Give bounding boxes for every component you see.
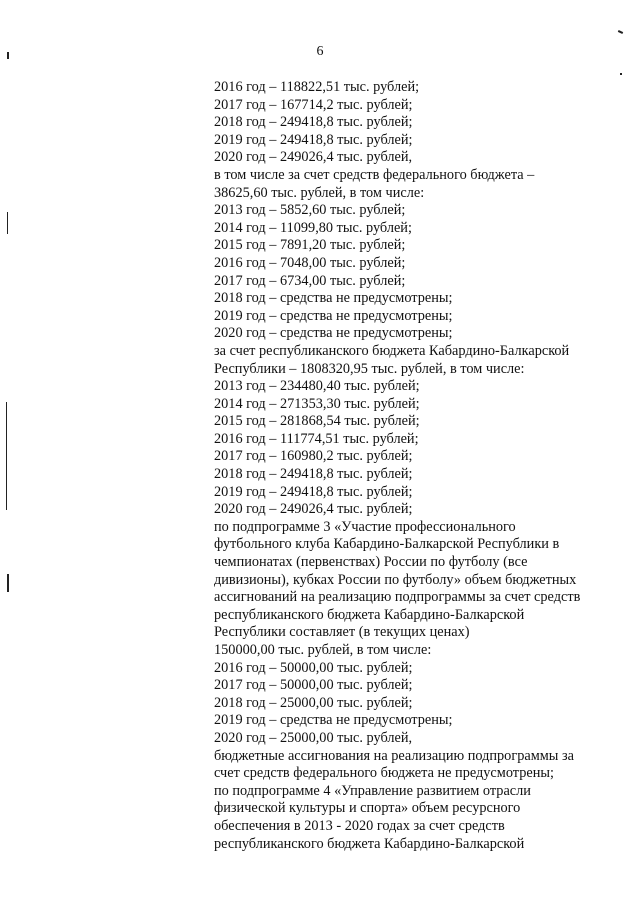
text-line: 2015 год – 7891,20 тыс. рублей; (214, 237, 406, 254)
text-line: 2018 год – средства не предусмотрены; (214, 290, 453, 307)
text-line: чемпионатах (первенствах) России по футболу (все (214, 554, 528, 571)
text-line: футбольного клуба Кабардино-Балкарской Республики в (214, 536, 560, 553)
scan-mark-right-top (618, 30, 623, 34)
text-line: 2020 год – 25000,00 тыс. рублей, (214, 729, 413, 746)
text-line: 2017 год – 167714,2 тыс. рублей; (214, 96, 413, 113)
text-line: физической культуры и спорта» объем ресурсного (214, 800, 521, 817)
text-line: обеспечения в 2013 - 2020 годах за счет средств (214, 817, 505, 834)
text-line: 2016 год – 7048,00 тыс. рублей; (214, 254, 406, 271)
text-line: дивизионы), кубках России по футболу» объем бюджетных (214, 571, 577, 588)
text-line: 2018 год – 25000,00 тыс. рублей; (214, 694, 413, 711)
text-line: 2020 год – 249026,4 тыс. рублей, (214, 149, 413, 166)
text-line: 2016 год – 118822,51 тыс. рублей; (214, 79, 420, 95)
document-body (214, 79, 624, 853)
scan-mark-left-middle (7, 212, 8, 234)
text-line: 2015 год – 281868,54 тыс. рублей; (214, 413, 420, 430)
text-line: 2019 год – средства не предусмотрены; (214, 307, 453, 324)
text-line: 2020 год – средства не предусмотрены; (214, 325, 453, 342)
text-line: 2018 год – 249418,8 тыс. рублей; (214, 114, 413, 131)
text-line: 2020 год – 249026,4 тыс. рублей; (214, 501, 413, 518)
text-line: счет средств федерального бюджета не предусмотрены; (214, 765, 554, 782)
text-line: ассигнований на реализацию подпрограммы за счет средств (214, 589, 581, 606)
scan-mark-right-dot (620, 73, 622, 75)
text-line: 2019 год – средства не предусмотрены; (214, 712, 453, 729)
text-line: в том числе за счет средств федерального бюджета – (214, 166, 535, 183)
text-line: Республики – 1808320,95 тыс. рублей, в том числе: (214, 360, 525, 377)
page-number: 6 (316, 44, 324, 59)
text-line: по подпрограмме 3 «Участие профессионального (214, 518, 516, 535)
text-line: 2013 год – 234480,40 тыс. рублей; (214, 378, 420, 395)
text-line: по подпрограмме 4 «Управление развитием отрасли (214, 782, 531, 799)
text-line: 2013 год – 5852,60 тыс. рублей; (214, 202, 406, 219)
text-line: республиканского бюджета Кабардино-Балкарской (214, 606, 525, 623)
text-line: 2017 год – 50000,00 тыс. рублей; (214, 677, 413, 694)
scan-mark-left-long (6, 402, 7, 510)
text-line: за счет республиканского бюджета Кабардино-Балкарской (214, 342, 570, 359)
text-line: бюджетные ассигнования на реализацию подпрограммы за (214, 747, 574, 764)
text-line: 2017 год – 160980,2 тыс. рублей; (214, 448, 413, 465)
text-line: 38625,60 тыс. рублей, в том числе: (214, 184, 425, 201)
text-line: 2019 год – 249418,8 тыс. рублей; (214, 483, 413, 500)
scan-mark-left-top (7, 52, 9, 59)
text-line: республиканского бюджета Кабардино-Балкарской (214, 835, 525, 852)
text-line: 2016 год – 111774,51 тыс. рублей; (214, 430, 419, 447)
text-line: 2014 год – 11099,80 тыс. рублей; (214, 219, 412, 236)
text-line: 2019 год – 249418,8 тыс. рублей; (214, 131, 413, 148)
text-line: 2016 год – 50000,00 тыс. рублей; (214, 659, 413, 676)
text-line: 150000,00 тыс. рублей, в том числе: (214, 642, 432, 658)
text-line: Республики составляет (в текущих ценах) (214, 624, 470, 641)
text-line: 2014 год – 271353,30 тыс. рублей; (214, 395, 420, 412)
scan-mark-left-lower (7, 574, 9, 592)
text-line: 2018 год – 249418,8 тыс. рублей; (214, 466, 413, 483)
text-line: 2017 год – 6734,00 тыс. рублей; (214, 272, 406, 289)
